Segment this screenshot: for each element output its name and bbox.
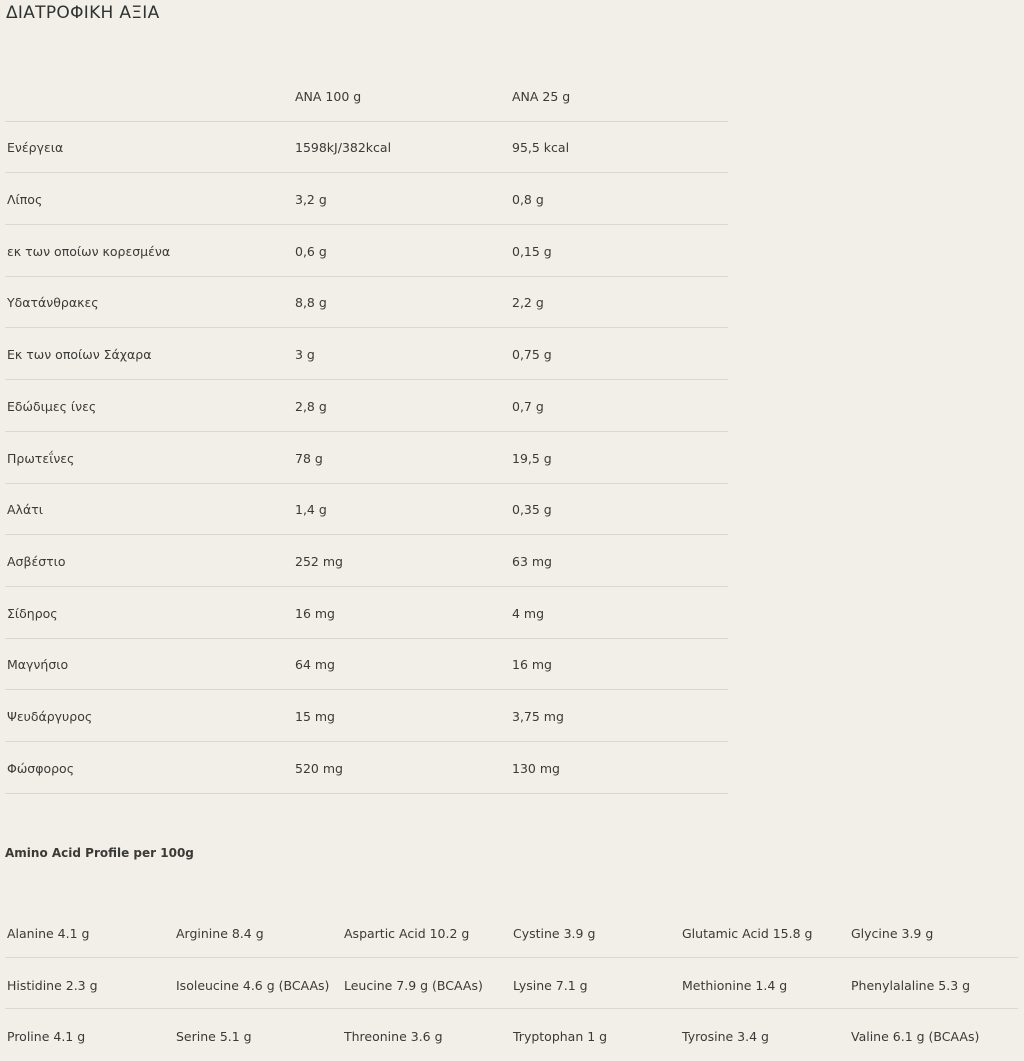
amino-acid-item: Methionine 1.4 g	[682, 977, 788, 993]
amino-row	[5, 958, 1018, 1010]
amino-acid-item: Cystine 3.9 g	[513, 926, 596, 941]
amino-row	[5, 906, 1018, 958]
amino-acid-item: Lysine 7.1 g	[513, 977, 588, 993]
amino-acid-item: Tyrosine 3.4 g	[682, 1029, 769, 1045]
value-per-100g: 78 g	[295, 450, 323, 466]
nutrient-name: εκ των οποίων κορεσμένα	[7, 243, 171, 259]
value-per-25g: 0,8 g	[512, 192, 544, 208]
value-per-25g: 19,5 g	[512, 450, 552, 466]
value-per-25g: 16 mg	[512, 657, 552, 673]
amino-acid-item: Alanine 4.1 g	[7, 926, 90, 941]
nutrition-table	[5, 70, 728, 794]
value-per-100g: 0,6 g	[295, 243, 327, 259]
amino-acid-item: Serine 5.1 g	[176, 1029, 252, 1045]
amino-acid-item: Valine 6.1 g (BCAAs)	[851, 1029, 980, 1045]
value-per-100g: 3,2 g	[295, 192, 327, 208]
value-per-100g: 252 mg	[295, 553, 343, 569]
value-per-100g: 15 mg	[295, 708, 335, 724]
table-row	[5, 690, 728, 742]
value-per-25g: 0,7 g	[512, 398, 544, 414]
table-row	[5, 225, 728, 277]
table-row	[5, 432, 728, 484]
value-per-100g: 64 mg	[295, 657, 335, 673]
nutrient-name: Εδώδιμες ίνες	[7, 398, 97, 414]
table-row	[5, 587, 728, 639]
table-row	[5, 484, 728, 536]
nutrient-name: Ενέργεια	[7, 140, 64, 156]
nutrition-header-row	[5, 70, 728, 122]
value-per-25g: 0,15 g	[512, 243, 552, 259]
value-per-100g: 520 mg	[295, 760, 343, 776]
header-cell-per-25g: ΑΝΑ 25 g	[512, 88, 571, 104]
amino-acid-item: Phenylalaline 5.3 g	[851, 977, 971, 993]
value-per-25g: 2,2 g	[512, 295, 544, 311]
page-title: ΔΙΑΤΡΟΦΙΚΗ ΑΞΙΑ	[6, 3, 160, 23]
table-row	[5, 122, 728, 174]
table-row	[5, 173, 728, 225]
table-row	[5, 639, 728, 691]
table-row	[5, 380, 728, 432]
header-cell-per-100g: ΑΝΑ 100 g	[295, 88, 362, 104]
amino-acid-item: Arginine 8.4 g	[176, 926, 264, 941]
value-per-25g: 3,75 mg	[512, 708, 564, 724]
value-per-100g: 3 g	[295, 347, 315, 363]
value-per-100g: 1,4 g	[295, 502, 327, 518]
value-per-25g: 63 mg	[512, 553, 552, 569]
amino-acid-item: Aspartic Acid 10.2 g	[344, 926, 470, 941]
value-per-25g: 0,35 g	[512, 502, 552, 518]
value-per-100g: 8,8 g	[295, 295, 327, 311]
value-per-100g: 1598kJ/382kcal	[295, 140, 392, 156]
amino-acid-item: Threonine 3.6 g	[344, 1029, 443, 1045]
amino-acid-item: Leucine 7.9 g (BCAAs)	[344, 977, 483, 993]
value-per-25g: 130 mg	[512, 760, 560, 776]
table-row	[5, 742, 728, 794]
value-per-25g: 95,5 kcal	[512, 140, 570, 156]
nutrient-name: Ασβέστιο	[7, 553, 66, 569]
nutrient-name: Μαγνήσιο	[7, 657, 69, 673]
table-row	[5, 328, 728, 380]
nutrient-name: Λίπος	[7, 192, 43, 208]
value-per-25g: 4 mg	[512, 605, 545, 621]
amino-acid-item: Glutamic Acid 15.8 g	[682, 926, 813, 941]
nutrient-name: Φώσφορος	[7, 760, 75, 776]
nutrient-name: Ψευδάργυρος	[7, 708, 93, 724]
nutrient-name: Σίδηρος	[7, 605, 58, 621]
amino-row	[5, 1009, 1018, 1061]
amino-acid-item: Glycine 3.9 g	[851, 926, 934, 941]
table-row	[5, 277, 728, 329]
table-row	[5, 535, 728, 587]
amino-acid-item: Tryptophan 1 g	[513, 1029, 608, 1045]
amino-acid-item: Isoleucine 4.6 g (BCAAs)	[176, 977, 330, 993]
nutrient-name: Πρωτεΐνες	[7, 450, 75, 466]
amino-acid-title: Amino Acid Profile per 100g	[5, 846, 194, 860]
amino-acid-grid	[5, 906, 1018, 1061]
nutrient-name: Υδατάνθρακες	[7, 295, 99, 311]
amino-acid-item: Proline 4.1 g	[7, 1029, 86, 1045]
nutrient-name: Αλάτι	[7, 502, 43, 518]
value-per-100g: 16 mg	[295, 605, 335, 621]
value-per-25g: 0,75 g	[512, 347, 552, 363]
amino-acid-item: Histidine 2.3 g	[7, 977, 98, 993]
nutrient-name: Εκ των οποίων Σάχαρα	[7, 347, 152, 363]
value-per-100g: 2,8 g	[295, 398, 327, 414]
